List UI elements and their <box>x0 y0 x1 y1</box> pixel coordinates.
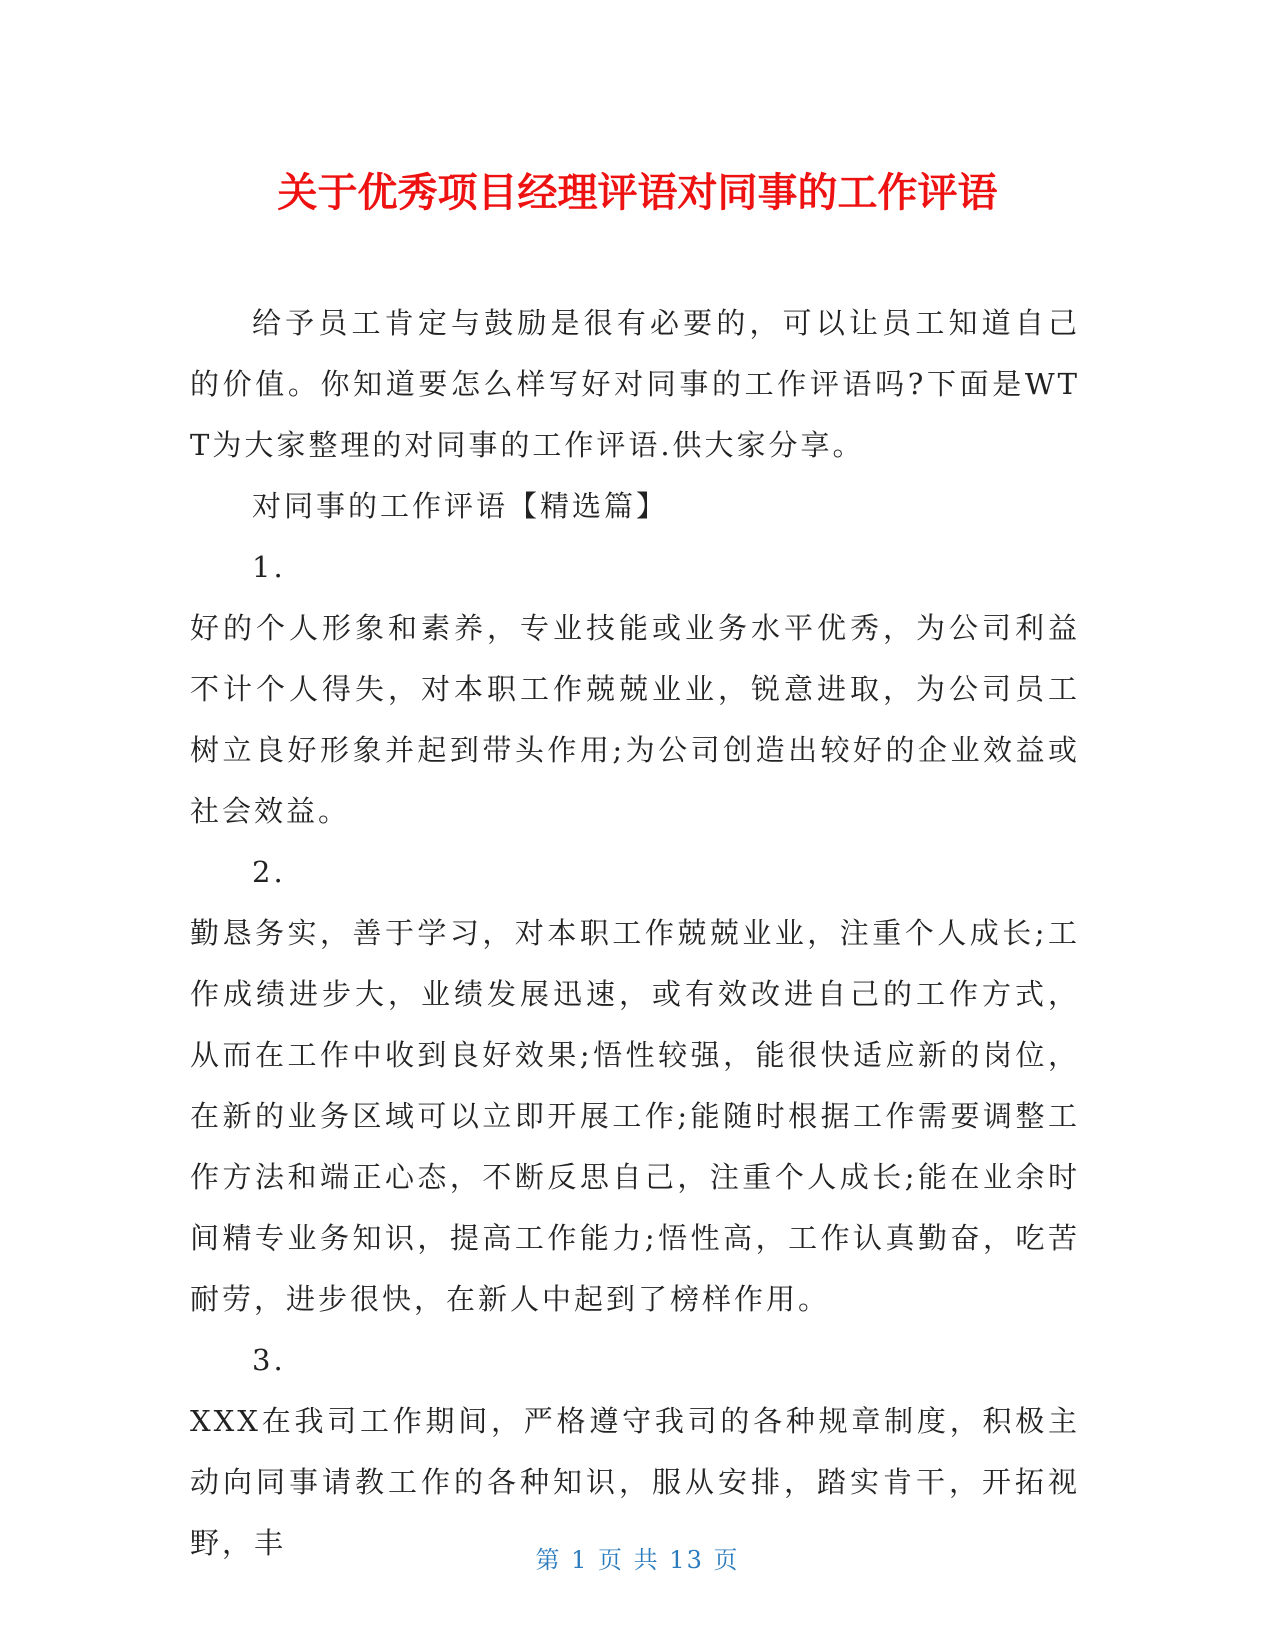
item-text-1: 好的个人形象和素养，专业技能或业务水平优秀，为公司利益不计个人得失，对本职工作兢兢业业，锐意进取，为公司员工树立良好形象并起到带头作用;为公司创造出较好的企业效益或社会效益。 <box>190 611 1080 828</box>
item-text-3: XXX在我司工作期间，严格遵守我司的各种规章制度，积极主动向同事请教工作的各种知识，服从安排，踏实肯干，开拓视野，丰 <box>190 1404 1080 1560</box>
item-number-1: 1. <box>252 550 286 584</box>
page-number-footer: 第 1 页 共 13 页 <box>535 1546 740 1574</box>
item-number-2: 2. <box>252 855 286 889</box>
document-body <box>190 293 1080 1574</box>
item-text-2: 勤恳务实，善于学习，对本职工作兢兢业业，注重个人成长;工作成绩进步大，业绩发展迅速，或有效改进自己的工作方式，从而在工作中收到良好效果;悟性较强，能很快适应新的岗位，在新的业务区域可以立即开展工作;能随时根据工作需要调整工作方法和端正心态，不断反思自己，注重个人成长;能在业余时间精专业务知识，提高工作能力;悟性高，工作认真勤奋，吃苦耐劳，进步很快，在新人中起到了榜样作用。 <box>190 916 1080 1316</box>
intro-paragraph: 给予员工肯定与鼓励是很有必要的，可以让员工知道自己的价值。你知道要怎么样写好对同事的工作评语吗?下面是WTT为大家整理的对同事的工作评语.供大家分享。 <box>190 306 1080 462</box>
document-title: 关于优秀项目经理评语对同事的工作评语 <box>277 170 998 216</box>
section-heading: 对同事的工作评语【精选篇】 <box>252 489 669 523</box>
item-number-3: 3. <box>252 1343 286 1377</box>
